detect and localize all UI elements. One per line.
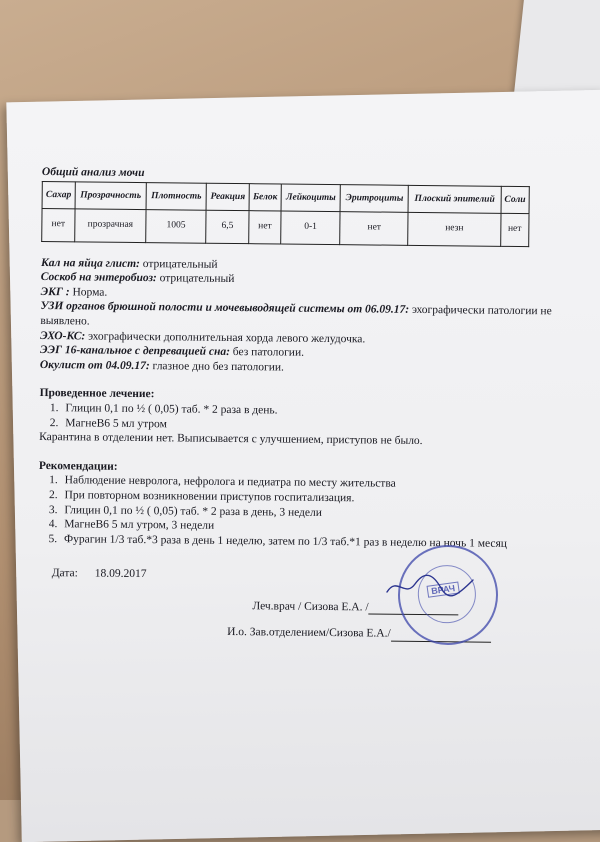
- treatment-title: Проведенное лечение:: [39, 387, 155, 401]
- table-cell: нет: [249, 210, 281, 243]
- table-cell: нет: [340, 211, 408, 245]
- list-item: 5. Фурагин 1/3 таб.*3 раза в день 1 неделю, затем по 1/3 таб.*1 раз в неделю на ночь 1 месяц: [60, 532, 558, 552]
- finding-ophthalmology: Окулист от 04.09.17: глазное дно без патологии.: [39, 358, 285, 374]
- table-header-cell: Лейкоциты: [281, 184, 341, 212]
- finding-stool: Кал на яйца глист: отрицательный: [40, 256, 218, 271]
- table-cell: 1005: [146, 209, 206, 243]
- urine-test-title: Общий анализ мочи: [41, 165, 145, 180]
- finding-ecg: ЭКГ : Норма.: [40, 285, 108, 299]
- table-header-cell: Соли: [501, 186, 530, 213]
- table-cell: 0-1: [281, 211, 341, 245]
- urine-test-table: [41, 181, 530, 247]
- table-cell: нет: [42, 208, 75, 241]
- table-header-cell: Плоский эпителий: [408, 185, 501, 213]
- table-cell: 6,5: [206, 210, 249, 243]
- list-item: 4. МагнеВ6 5 мл утром, 3 недели: [60, 517, 558, 537]
- list-item: 2. МагнеВ6 5 мл утром: [61, 416, 559, 436]
- recommendations-list: [38, 473, 559, 551]
- table-header-cell: Плотность: [146, 182, 206, 210]
- stamp-word: ВРАЧ: [427, 581, 460, 597]
- table-header-cell: Эритроциты: [340, 184, 408, 212]
- table-header-cell: Реакция: [206, 183, 249, 210]
- findings-list: [40, 256, 561, 378]
- list-item: 1. Наблюдение невролога, нефролога и педиатра по месту жительства: [61, 474, 559, 494]
- finding-echo: ЭХО-КС: эхографически дополнительная хорда левого желудочка.: [40, 329, 366, 345]
- date-label: Дата:: [51, 567, 78, 580]
- list-item: 2. При повторном возникновении приступов госпитализация.: [60, 488, 558, 508]
- finding-enterobiosis: Соскоб на энтеробиоз: отрицательный: [40, 271, 235, 286]
- table-row: [42, 208, 529, 246]
- head-name: И.о. Зав.отделением/Сизова Е.А./: [227, 626, 391, 641]
- recommendations-title: Рекомендации:: [38, 459, 118, 473]
- date-value: 18.09.2017: [94, 567, 147, 581]
- table-header-cell: Белок: [249, 183, 281, 210]
- handwritten-signature: [385, 570, 475, 600]
- list-item: 1. Глицин 0,1 по ½ ( 0,05) таб. * 2 раза в день.: [61, 401, 559, 421]
- list-item: 3. Глицин 0,1 по ½ ( 0,05) таб. * 2 раза в день, 3 недели: [60, 503, 558, 523]
- treatment-note: Карантина в отделении нет. Выписывается с улучшением, приступов не было.: [39, 431, 423, 448]
- table-header-cell: Прозрачность: [75, 181, 147, 209]
- table-cell: незн: [408, 212, 501, 246]
- table-header-cell: Сахар: [42, 181, 75, 208]
- table-cell: прозрачная: [75, 208, 147, 242]
- finding-ultrasound: УЗИ органов брюшной полости и мочевыводящей системы от 06.09.17: эхографически патологии не выявлено.: [40, 300, 552, 328]
- table-cell: нет: [500, 213, 529, 246]
- finding-eeg: ЭЭГ 16-канальное с депревацией сна: без патологии.: [39, 344, 305, 359]
- doctor-name: Леч.врач / Сизова Е.А. /: [252, 600, 369, 614]
